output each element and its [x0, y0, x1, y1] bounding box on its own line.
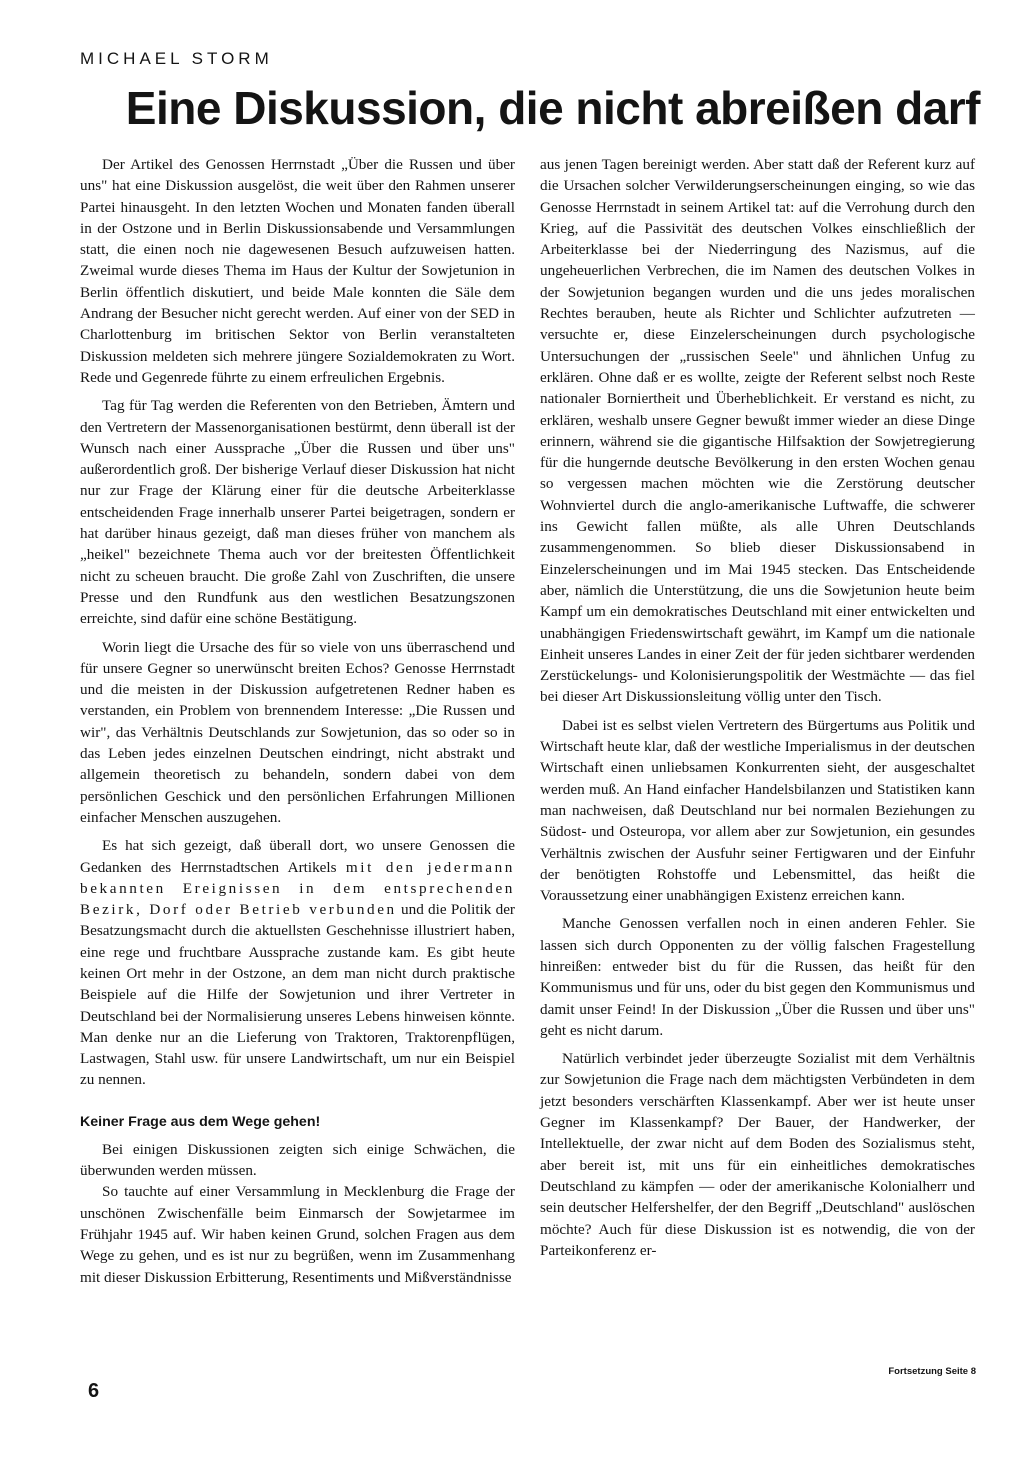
- paragraph: Worin liegt die Ursache des für so viele von uns überraschend und für unsere Gegner so unerwünscht breiten Echos? Genosse Herrnstadt und die meisten in der Diskussion aufgetretenen Redner haben es verstanden, ein Problem von brennendem Interesse: „Die Russen und wir", das Verhältnis Deutschlands zur Sowjetunion, das so oder so in das Leben jedes einzelnen Deutschen eindringt, nicht abstrakt und allgemein theoretisch zu behandeln, sondern dabei von dem persönlichen Geschick und den persönlichen Erfahrungen Millionen einfacher Menschen auszugehen.: [80, 638, 515, 826]
- emphasized-text: mit den jedermann bekannten Ereignissen in dem entsprechenden Bezirk, Dorf oder Betrieb verbunden: [80, 858, 515, 919]
- paragraph: Dabei ist es selbst vielen Vertretern des Bürgertums aus Politik und Wirtschaft heute klar, daß der westliche Imperialismus in der deutschen Wirtschaft einen unliebsamen Konkurrenten sieht, der ausgeschaltet werden muß. An Hand einfacher Handelsbilanzen und Statistiken kann man nachweisen, daß Deutschland nur bei normalen Beziehungen zu Südost- und Osteuropa, vor allem aber zur Sowjetunion, ein gesundes Verhältnis zwischen der Ausfuhr seiner Fertigwaren und der Einfuhr der benötigten Rohstoffe und Lebensmittel, das heißt die Voraussetzung einer unabhängigen Existenz erreichen kann.: [540, 716, 975, 905]
- continuation-note: Fortsetzung Seite 8: [888, 1366, 976, 1377]
- author-byline: MICHAEL STORM: [80, 49, 273, 68]
- article-title: Eine Diskussion, die nicht abreißen darf: [125, 82, 980, 134]
- page-number: 6: [88, 1380, 100, 1402]
- text-column-left: [80, 154, 515, 1288]
- paragraph-text: und die Politik der Besatzungsmacht durch die aktuellsten Geschehnisse illustriert haben, eine rege und fruchtbare Aussprache zustande kam. Es gibt heute keinen Ort mehr in der Ostzone, an dem man nicht durch praktische Beispiele auf die Hilfe der Sowjetunion und ihrer Vertreter in Deutschland bei der Normalisierung unseres Lebens hinweisen könnte. Man denke nur an die Lieferung von Traktoren, Traktorenpflügen, Lastwagen, Stahl usw. für unsere Landwirtschaft, um nur ein Beispiel zu nennen.: [80, 901, 515, 1089]
- paragraph: Natürlich verbindet jeder überzeugte Sozialist mit dem Verhältnis zur Sowjetunion die Frage nach dem mächtigsten Verbündeten in dem jetzt besonders verschärften Klassenkampf. Aber wer ist heute unser Gegner im Klassenkampf? Der Bauer, der Handwerker, der Intellektuelle, der zwar nicht auf dem Boden des Sozialismus steht, aber bereit ist, mit uns für ein einheitliches demokratisches Deutschland zu kämpfen — oder der amerikanische Kolonialherr und sein deutscher Helfershelfer, der den Begriff „Deutschland" auslöschen möchte? Auch für diese Diskussion ist es notwendig, die von der Parteikonferenz er-: [540, 1050, 975, 1259]
- paragraph: Bei einigen Diskussionen zeigten sich einige Schwächen, die überwunden werden müssen.: [80, 1140, 515, 1180]
- paragraph: Tag für Tag werden die Referenten von den Betrieben, Ämtern und den Vertretern der Massenorganisationen bestürmt, denn überall ist der Wunsch nach einer Aussprache „Über die Russen und über uns" außerordentlich groß. Der bisherige Verlauf dieser Diskussion hat nicht nur zur Frage der Klärung einer für die deutsche Arbeiterklasse entscheidenden Frage innerhalb unserer Partei beigetragen, sondern er hat darüber hinaus gezeigt, daß man dieses früher von manchem als „heikel" bezeichnete Thema auch vor der breitesten Öffentlichkeit nicht zu scheuen braucht. Die große Zahl von Zuschriften, die unsere Presse und den Rundfunk aus den westlichen Besatzungszonen erreichte, sind dafür eine schöne Bestätigung.: [80, 397, 515, 628]
- paragraph: Der Artikel des Genossen Herrnstadt „Über die Russen und über uns" hat eine Diskussion ausgelöst, die weit über den Rahmen unserer Partei hinausgeht. In den letzten Wochen und Monaten fanden überall in der Ostzone und in Berlin Diskussionsabende und Versammlungen statt, die einen noch nie dagewesenen Besuch aufzuweisen hatten. Zweimal wurde dieses Thema im Haus der Kultur der Sowjetunion in Berlin öffentlich diskutiert, und beide Male konnten die Säle dem Andrang der Besucher nicht gerecht werden. Auf einer von der SED in Charlottenburg im britischen Sektor von Berlin veranstalteten Diskussion meldeten sich mehrere jüngere Sozialdemokraten zu Wort. Rede und Gegenrede führte zu einem erfreulichen Ergebnis.: [80, 156, 515, 386]
- paragraph: [80, 835, 515, 1091]
- paragraph-text: Es hat sich gezeigt, daß überall dort, wo unsere Genossen die Gedanken des Herrnstadtschen Artikels: [80, 837, 515, 876]
- text-column-right: [540, 154, 975, 1261]
- paragraph: So tauchte auf einer Versammlung in Mecklenburg die Frage der unschönen Zwischenfälle beim Einmarsch der Sowjetarmee im Frühjahr 1945 auf. Wir haben keinen Grund, solchen Fragen aus dem Wege zu gehen, und es ist nur zu begrüßen, wenn im Zusammenhang mit dieser Diskussion Erbitterung, Resentiments und Mißverständnisse: [80, 1183, 515, 1286]
- paragraph: aus jenen Tagen bereinigt werden. Aber statt daß der Referent kurz auf die Ursachen solcher Verwilderungserscheinungen einging, so wie das Genosse Herrnstadt in seinem Artikel tat: auf die Verrohung durch den Krieg, auf die Passivität des deutschen Volkes einschließlich der Arbeiterklasse bei der Niederringung des Nazismus, auf die ungeheuerlichen Verbrechen, die im Namen des deutschen Volkes in der Sowjetunion begangen wurden und die uns jedes moralischen Rechtes berauben, heute als Richter und Schlichter aufzutreten — versuchte er, diese Einzelerscheinungen durch psychologische Untersuchungen der „russischen Seele" und ähnlichen Unfug zu erklären. Ohne daß er es wollte, zeigte der Referent selbst noch Reste nationaler Borniertheit und Überheblichkeit. Er verstand es nicht, zu erklären, weshalb unsere Gegner bewußt immer wieder an diese Dinge erinnern, während sie die gigantische Hilfsaktion der Sowjetregierung für die hungernde deutsche Bevölkerung in den ersten Wochen genau so vergessen machen möchten wie die Zerstörung deutscher Wohnviertel durch die anglo-amerikanische Luftwaffe, die schwerer ins Gewicht fallen müßte, als alle Uhren Deutschlands zusammengenommen. So blieb dieser Diskussionsabend in Einzelerscheinungen und im Mai 1945 stecken. Das Entscheidende aber, nämlich die Unterstützung, die uns die Sowjetunion heute beim Kampf um ein demokratisches Deutschland mit einer entwickelten und unabhängigen Friedenswirtschaft gewährt, im Kampf um die nationale Einheit unseres Landes in einer Zeit der für jeden sichtbarer werdenden Zerstückelungs- und Kolonisierungspolitik der Westmächte — das fiel bei dieser Art Diskussionsleitung völlig unter den Tisch.: [540, 156, 975, 706]
- paragraph: Manche Genossen verfallen noch in einen anderen Fehler. Sie lassen sich durch Opponenten zu der völlig falschen Fragestellung hinreißen: entweder bist du für die Russen, das heißt für den Kommunismus und für uns, oder du bist gegen den Kommunismus und damit unser Feind! In der Diskussion „Über die Russen und über uns" geht es nicht darum.: [540, 915, 975, 1039]
- section-subheading: Keiner Frage aus dem Wege gehen!: [80, 1113, 321, 1130]
